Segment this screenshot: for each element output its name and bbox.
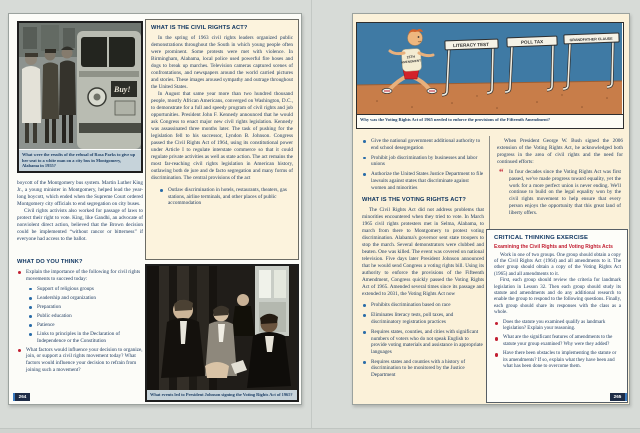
list-item-text: Prohibits discrimination based on race bbox=[371, 302, 451, 309]
list-item bbox=[28, 286, 145, 293]
red-bullet-icon bbox=[495, 353, 498, 356]
list-item bbox=[159, 187, 293, 207]
list-item-text: Explain the importance of the following for civil rights movements to succeed today: bbox=[26, 269, 141, 282]
intro-text-block bbox=[17, 180, 143, 243]
bus-ad-text: Buy! bbox=[114, 85, 131, 94]
list-item-text: Public education bbox=[37, 312, 72, 319]
list-item bbox=[362, 302, 484, 309]
hurdle-label: POLL TAX bbox=[520, 39, 544, 45]
page-gutter-divider bbox=[311, 0, 312, 433]
book-page-right bbox=[352, 13, 630, 405]
list-item-text: Outlaw discrimination in hotels, restaurants, theaters, gas stations, airline terminals, and other places of public accommodation bbox=[168, 187, 287, 207]
list-item bbox=[28, 313, 145, 320]
page-number-left: 264 bbox=[13, 393, 30, 401]
list-item-text: Leadership and organization bbox=[37, 294, 96, 301]
list-item bbox=[494, 351, 621, 370]
book-page-left bbox=[8, 13, 302, 405]
list-item-text: Prohibit job discrimination by businesses and labor unions bbox=[371, 154, 478, 168]
blue-bullet-icon bbox=[363, 157, 366, 160]
list-item-text: Eliminates literacy tests, poll taxes, and discriminatory registration practices bbox=[371, 312, 454, 325]
rosa-parks-bus-photo bbox=[17, 21, 143, 173]
blue-bullet-icon bbox=[363, 314, 366, 317]
list-item bbox=[28, 322, 145, 329]
paragraph: First, each group should review the criteria for landmark legislation in Lesson 32. Then each group should study its statute and amendments and do any additional research to enable the group to respond to the following questions. Finally, each group should share its responses with the class as a whole. bbox=[494, 278, 621, 316]
list-item bbox=[28, 295, 145, 302]
paragraph: In August that same year more than two hundred thousand people, mostly African Americans, converged on Washington, D.C., to demonstrate for a full and speedy program of civil rights and job opportunities. President John F. Kennedy announced that he would ask Congress to enact major new civil rights legislation. Kennedy was assassinated three months later. The task of pushing for the legislation fell to his successor, Lyndon B. Johnson. Congress passed the Civil Rights Act of 1964, using its constitutional power under Article I to regulate interstate commerce so that it could regulate private activities as well as state action. The act remains the most far-reaching civil rights legislation in American history, outlawing both de jure and de facto segregation and many forms of discrimination. The central provisions of the act bbox=[151, 91, 293, 181]
hurdles-cartoon bbox=[356, 22, 624, 129]
paragraph: When President George W. Bush signed the 2006 extension of the Voting Rights Act, he acknowledged both progress in the area of civil rights and the need for continued efforts: bbox=[497, 138, 623, 165]
list-item-text: Preparation bbox=[37, 303, 61, 310]
bush-quote bbox=[499, 167, 621, 217]
blue-bullet-icon bbox=[29, 306, 32, 309]
blue-bullet-icon bbox=[363, 140, 366, 143]
red-bullet-icon bbox=[18, 271, 21, 274]
paragraph: Civil rights activists also worked for passage of laws to protect their right to vote. King, like Gandhi, an advocate of nonviolent direct action, believed that the Brown decision could be implemented “without rancor or bitterness” if everyone had access to the ballot. bbox=[17, 208, 143, 242]
list-item bbox=[362, 329, 484, 355]
exercise-subtitle: Examining the Civil Rights and Voting Rights Acts bbox=[494, 243, 613, 250]
section-title: WHAT DO YOU THINK? bbox=[17, 259, 83, 265]
list-item-text: Does the statute you examined qualify as landmark legislation? Explain your reasoning. bbox=[503, 319, 606, 331]
list-item bbox=[28, 331, 145, 344]
section-title: WHAT IS THE VOTING RIGHTS ACT? bbox=[362, 197, 467, 204]
list-item-text: Authorize the United States Justice Department to file lawsuits against states that discriminate against women and minorities bbox=[371, 171, 484, 191]
list-item bbox=[17, 347, 145, 373]
runner-shirt-line2: AMENDMENT bbox=[400, 58, 422, 65]
blue-bullet-icon bbox=[160, 189, 163, 192]
blue-bullet-icon bbox=[363, 331, 366, 334]
list-item-text: What are the significant features of amendments to the statute your group examined? Why were they added? bbox=[503, 335, 613, 347]
paragraph: In the spring of 1963 civil rights leaders organized public demonstrations throughout the South in which young people often were prominent. Some protests were met with violence. In Birmingham, Alabama, local police used powerful fire hoses and dogs to break up marches. Television cameras captured scenes of confrontations, and newspapers around the world carried pictures and stories. These images aroused sympathy and outrage throughout the United States. bbox=[151, 35, 293, 90]
what-do-you-think-section bbox=[17, 259, 145, 377]
list-item-text: Links to principles in the Declaration of Independence or the Constitution bbox=[37, 331, 120, 344]
paragraph: Work in one of two groups. One group should obtain a copy of the Civil Rights Act (1964) and all amendments to it. The other group should obtain a copy of the Voting Rights Act (1965) and all amendments to it. bbox=[494, 252, 621, 277]
blue-bullet-icon bbox=[29, 324, 32, 327]
red-bullet-icon bbox=[18, 349, 21, 352]
blue-bullet-icon bbox=[29, 315, 32, 318]
paragraph: The Civil Rights Act did not address problems that minorities encountered when they tried to vote. In March 1965 civil rights protesters met in Selma, Alabama, to march from there to Montgomery to protest voting discrimination. Alabama's governor sent state troopers to stop the march. Several demonstrators were clubbed and beaten. One was killed. The event was covered on national television. Five days later President Johnson announced that he would send Congress a voting rights bill. Using its authority to enforce the provisions of the Fifteenth Amendment, Congress quickly passed the Voting Rights Act of 1965. Amended several times since its passage and extended to 2031, the Voting Rights Act now bbox=[362, 207, 484, 298]
runner-shirt-line1: 15TH bbox=[406, 54, 416, 60]
hurdle-label: LITERACY TEST bbox=[453, 41, 490, 49]
list-item-text: Requires states, counties, and cities with significant numbers of voters who do not speak English to provide voting materials and assistance in appropriate languages bbox=[371, 328, 483, 355]
red-bullet-icon bbox=[495, 337, 498, 340]
civil-rights-act-panel bbox=[145, 19, 299, 260]
critical-thinking-exercise-box bbox=[486, 229, 628, 403]
viewer-bottom-edge bbox=[0, 428, 640, 433]
list-item bbox=[494, 320, 621, 332]
list-item bbox=[362, 312, 484, 325]
paragraph: boycott of the Montgomery bus system. Martin Luther King Jr., a young minister in Montgomery, helped lead the year-long boycott, which ended when the Supreme Court ordered Montgomery city officials to end segregation on city buses. bbox=[17, 180, 143, 207]
blue-bullet-icon bbox=[29, 288, 32, 291]
list-item-text: What factors would influence your decision to organize, join, or support a civil rights movement today? What factors would influence your decision to refrain from joining such a movement? bbox=[26, 346, 143, 373]
page-number-right: 265 bbox=[610, 393, 627, 401]
blue-bullet-icon bbox=[363, 361, 366, 364]
list-item bbox=[362, 359, 484, 379]
bus-photo-illustration bbox=[19, 23, 141, 149]
list-item-text: Support of religious groups bbox=[37, 285, 94, 292]
bus-photo-caption: What were the results of the refusal of Rosa Parks to give up her seat to a white man on a city bus in Montgomery, Alabama in 1955? bbox=[19, 150, 141, 171]
blue-bullet-icon bbox=[363, 304, 366, 307]
blue-bullet-icon bbox=[363, 173, 366, 176]
red-bullet-icon bbox=[495, 322, 498, 325]
johnson-signing-photo bbox=[145, 264, 299, 402]
hurdle-label: GRANDFATHER CLAUSE bbox=[569, 36, 613, 43]
voting-rights-column bbox=[362, 138, 484, 382]
list-item bbox=[494, 335, 621, 347]
quote-text: In four decades since the Voting Rights Act was first passed, we've made progress toward equality, yet the work for a more perfect union is never ending. We'll continue to build on the legal equality won by the civil rights movement to help ensure that every person enjoys the opportunity that this great land of liberty offers. bbox=[509, 169, 621, 216]
list-item-text: Give the national government additional authority to end school desegregation bbox=[371, 138, 481, 151]
list-item-text: Patience bbox=[37, 322, 55, 329]
cartoon-illustration bbox=[357, 23, 622, 114]
signing-photo-illustration bbox=[147, 266, 297, 400]
list-item bbox=[362, 155, 484, 168]
list-item-text: Have there been obstacles to implementing the statute or its amendments? If so, explain what they have been and what has been done to overcome them. bbox=[503, 351, 617, 369]
blue-bullet-icon bbox=[29, 297, 32, 300]
list-item bbox=[17, 269, 145, 282]
list-item bbox=[28, 304, 145, 311]
section-title: WHAT IS THE CIVIL RIGHTS ACT? bbox=[151, 25, 248, 31]
exercise-title: CRITICAL THINKING EXERCISE bbox=[494, 235, 589, 241]
cartoon-caption: Why was the Voting Rights Act of 1965 needed to enforce the provisions of the Fifteenth Amendment? bbox=[357, 114, 623, 124]
open-quote-icon: “ bbox=[499, 167, 504, 177]
bush-quote-column bbox=[497, 138, 623, 217]
blue-bullet-icon bbox=[29, 333, 32, 336]
list-item bbox=[362, 138, 484, 151]
signing-photo-caption: What events led to President Johnson signing the Voting Rights Act of 1965? bbox=[147, 390, 297, 400]
list-item bbox=[362, 171, 484, 191]
list-item-text: Requires states and counties with a history of discrimination to be monitored by the Justice Department bbox=[371, 358, 466, 378]
